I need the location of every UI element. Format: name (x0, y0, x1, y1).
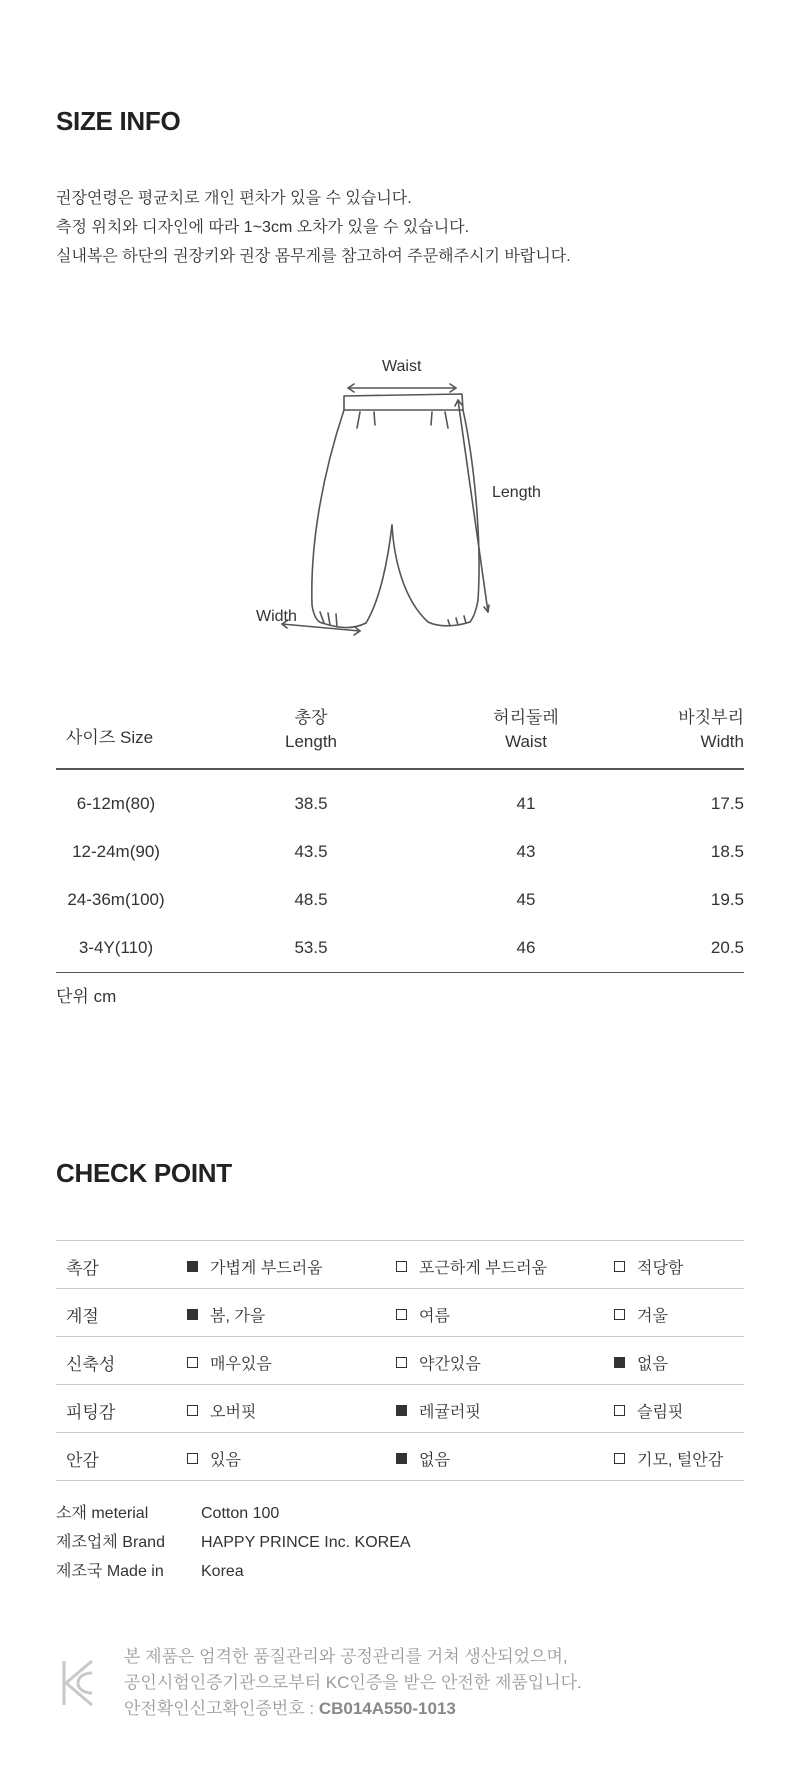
kc-line: 공인시험인증기관으로부터 KC인증을 받은 안전한 제품입니다. (124, 1673, 582, 1692)
spec-row (56, 1499, 556, 1528)
checkbox-icon (187, 1309, 198, 1320)
size-note: 실내복은 하단의 권장키와 권장 몸무게를 참고하여 주문해주시기 바랍니다. (56, 248, 571, 265)
spec-value: HAPPY PRINCE Inc. KOREA (201, 1534, 411, 1551)
checkbox-icon (396, 1309, 407, 1320)
unit-note: 단위 cm (56, 987, 117, 1006)
check-option: 있음 (187, 1447, 241, 1470)
check-option: 기모, 털안감 (614, 1447, 723, 1470)
width-cell: 18.5 (710, 842, 744, 861)
length-cell: 43.5 (294, 842, 328, 861)
check-option: 겨울 (614, 1303, 668, 1326)
left-leg (312, 410, 344, 623)
kc-code: CB014A550-1013 (318, 1699, 456, 1718)
checkbox-icon (396, 1357, 407, 1368)
length-cell: 53.5 (294, 938, 328, 957)
checkbox-icon (187, 1357, 198, 1368)
length-label: Length (492, 484, 541, 501)
check-option: 가볍게 부드러움 (187, 1255, 323, 1278)
checkbox-icon (187, 1405, 198, 1416)
size-note: 측정 위치와 디자인에 따라 1~3cm 오차가 있을 수 있습니다. (56, 219, 470, 236)
size-note: 권장연령은 평균치로 개인 편차가 있을 수 있습니다. (56, 190, 412, 207)
check-row (56, 1241, 744, 1289)
width-cell: 20.5 (710, 938, 744, 957)
header-length: 총장 Length (285, 708, 337, 751)
check-label: 신축성 (66, 1355, 116, 1374)
spec-row (56, 1557, 556, 1586)
checkbox-icon (396, 1261, 407, 1272)
check-row (56, 1337, 744, 1385)
spec-value: Korea (201, 1563, 244, 1580)
waist-cell: 46 (516, 938, 536, 957)
length-cell: 48.5 (294, 890, 328, 909)
check-table (56, 1240, 744, 1481)
check-option: 매우있음 (187, 1351, 272, 1374)
check-option: 포근하게 부드러움 (396, 1255, 547, 1278)
check-label: 피팅감 (66, 1403, 116, 1422)
header-size: 사이즈 Size (66, 728, 154, 747)
checkbox-icon (614, 1405, 625, 1416)
check-row (56, 1289, 744, 1337)
size-table (56, 706, 744, 973)
check-option: 봄, 가을 (187, 1303, 265, 1326)
check-option: 여름 (396, 1303, 450, 1326)
size-info-title: SIZE INFO (56, 106, 181, 136)
width-cell: 17.5 (710, 794, 744, 813)
spec-value: Cotton 100 (201, 1505, 280, 1522)
waist-arrow (348, 384, 456, 392)
width-label: Width (256, 608, 297, 625)
size-cell: 6-12m(80) (76, 794, 156, 813)
length-cell: 38.5 (294, 794, 328, 813)
checkbox-icon (614, 1453, 625, 1464)
checkbox-icon (396, 1405, 407, 1416)
checkbox-icon (396, 1453, 407, 1464)
length-arrow (455, 400, 489, 612)
spec-label: 제조업체 Brand (56, 1534, 165, 1551)
table-body (56, 770, 744, 973)
kc-line: 본 제품은 엄격한 품질관리와 공정관리를 거쳐 생산되었으며, (124, 1647, 568, 1666)
checkbox-icon (187, 1261, 198, 1272)
checkbox-icon (614, 1309, 625, 1320)
check-option: 약간있음 (396, 1351, 481, 1374)
check-option: 슬림핏 (614, 1399, 683, 1422)
product-specs (56, 1499, 556, 1586)
waist-cell: 43 (516, 842, 536, 861)
waist-label: Waist (382, 358, 422, 375)
check-label: 계절 (66, 1307, 99, 1326)
check-option: 없음 (614, 1351, 668, 1374)
table-row (56, 828, 744, 876)
waistband (344, 394, 463, 410)
checkbox-icon (614, 1357, 625, 1368)
right-leg (463, 410, 479, 622)
waist-cell: 45 (516, 890, 536, 909)
table-row (56, 876, 744, 924)
spec-label: 소재 meterial (56, 1505, 149, 1522)
check-label: 촉감 (66, 1259, 99, 1278)
check-option: 레귤러핏 (396, 1399, 481, 1422)
check-option: 없음 (396, 1447, 450, 1470)
kc-certification (124, 1644, 582, 1722)
size-cell: 3-4Y(110) (78, 938, 154, 957)
width-cell: 19.5 (710, 890, 744, 909)
waist-cell: 41 (516, 794, 536, 813)
check-point-title: CHECK POINT (56, 1158, 232, 1188)
check-option: 오버핏 (187, 1399, 256, 1422)
table-row (56, 924, 744, 972)
size-notes (56, 184, 571, 271)
check-label: 안감 (66, 1451, 99, 1470)
kc-line: 안전확인신고확인증번호 : CB014A550-1013 (124, 1699, 456, 1718)
check-row (56, 1433, 744, 1481)
table-row (56, 780, 744, 828)
check-row (56, 1385, 744, 1433)
spec-row (56, 1528, 556, 1557)
checkbox-icon (614, 1261, 625, 1272)
pants-diagram (256, 358, 560, 640)
checkbox-icon (187, 1453, 198, 1464)
size-cell: 24-36m(100) (67, 890, 165, 909)
kc-mark-icon (58, 1655, 98, 1711)
check-option: 적당함 (614, 1255, 683, 1278)
header-width: 바짓부리 Width (678, 708, 744, 751)
spec-label: 제조국 Made in (56, 1563, 164, 1580)
table-header (56, 706, 744, 770)
size-cell: 12-24m(90) (72, 842, 160, 861)
header-waist: 허리둘레 Waist (493, 708, 559, 751)
